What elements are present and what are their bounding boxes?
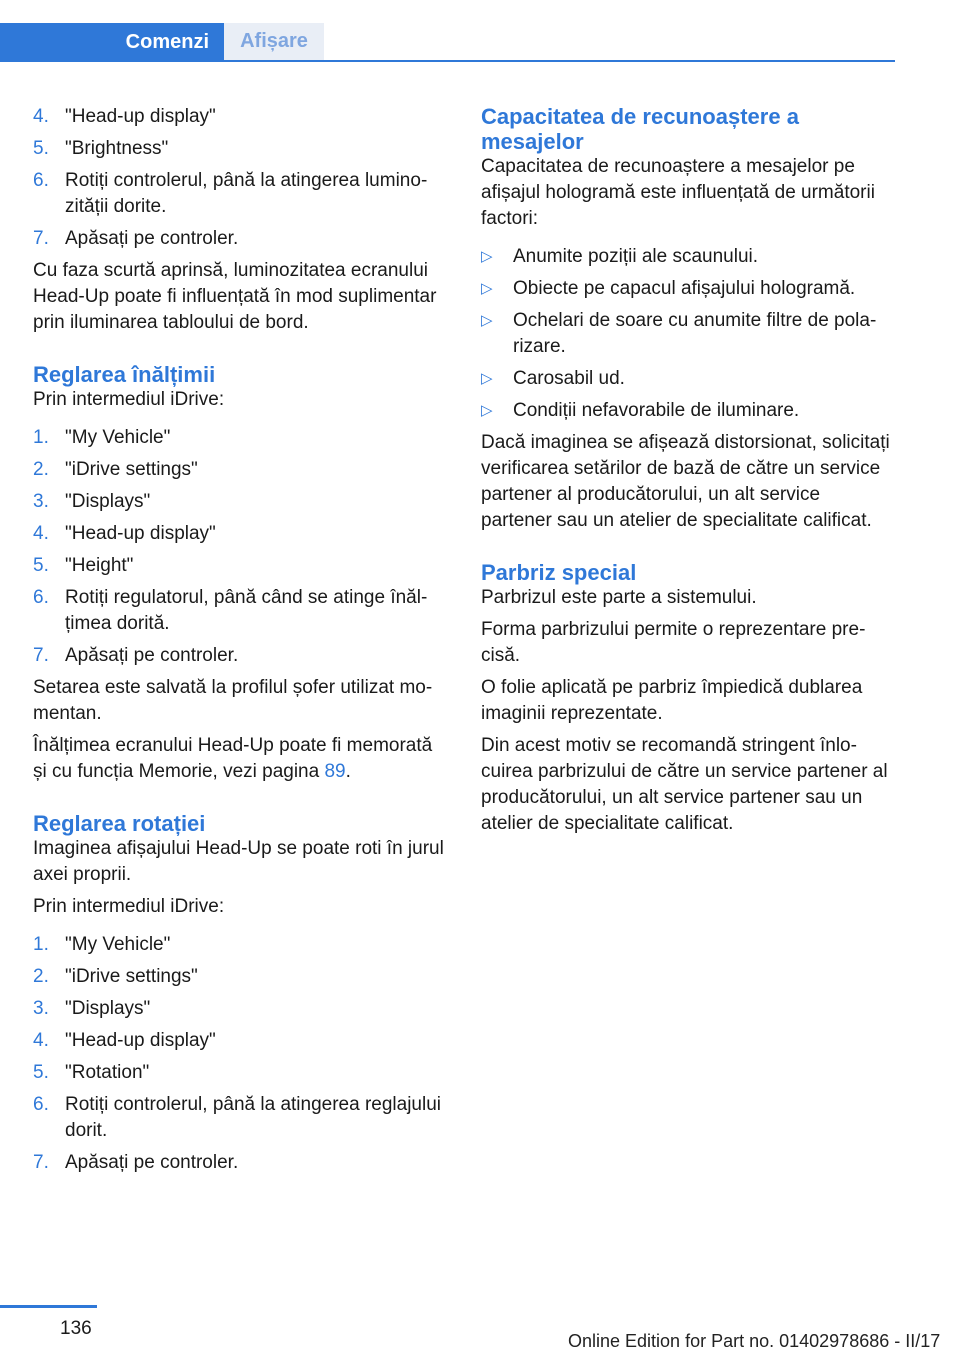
heading-windshield: Parbriz special [481,560,637,585]
list-item [33,104,447,130]
list-item [481,244,895,270]
page-link-89[interactable]: 89 [324,761,346,782]
list-item-text: Apăsați pe controler. [65,1152,239,1173]
tab-comenzi[interactable]: Comenzi [0,23,224,62]
list-item-text: "Head-up display" [65,106,216,127]
list-item-text: Ochelari de soare cu anumite filtre de polarizare. [513,310,877,357]
list-item-text: Rotiți regulatorul, până când se atinge înălțimea dorită. [65,587,428,634]
list-item [481,366,895,392]
page-number: 136 [60,1318,92,1339]
list-item-number: 4. [33,1030,49,1051]
list-item-text: "Height" [65,555,134,576]
list-item [33,996,447,1022]
list-item [481,276,895,302]
list-item-number: 6. [33,1094,49,1115]
list-item-text: Apăsați pe controler. [65,228,239,249]
rotation-desc: Imaginea afișajului Head-Up se poate roti în jurul axei proprii. [33,838,444,885]
list-item-number: 6. [33,587,49,608]
height-memory-note [33,733,447,785]
list-item [481,308,895,360]
list-item-text: "Rotation" [65,1062,150,1083]
list-item [33,1092,447,1144]
list-item-text: Condiții nefavorabile de iluminare. [513,400,800,421]
list-item [33,425,447,451]
list-item-number: 1. [33,427,49,448]
list-item-text: Apăsați pe controler. [65,645,239,666]
tab-afisare[interactable]: Afișare [224,23,324,60]
list-item-text: Carosabil ud. [513,368,625,389]
list-item [33,521,447,547]
windshield-p3: O folie aplicată pe parbriz împiedică dublarea imaginii reprezentate. [481,677,863,724]
header-divider [0,60,895,62]
list-item-text: "iDrive settings" [65,459,198,480]
list-item [33,226,447,252]
list-item [33,964,447,990]
footer-divider [0,1305,97,1308]
windshield-p4: Din acest motiv se recomandă stringent înlocuirea parbrizului de către un service partener al producătorului, un alt service partener sau un atelier de specialitate calificat. [481,735,888,834]
left-column [33,104,447,1182]
heading-recognition: Capacitatea de recunoaștere a mesajelor [481,104,799,154]
list-item-number: 7. [33,228,49,249]
list-item-number: 3. [33,998,49,1019]
list-item-text: Rotiți controlerul, până la atingerea luminozității dorite. [65,170,428,217]
list-item [33,457,447,483]
list-item-text: "Displays" [65,998,151,1019]
list-item-text: "My Vehicle" [65,934,171,955]
triangle-bullet-icon: ▷ [481,370,493,387]
list-item-text: "iDrive settings" [65,966,198,987]
list-item [33,136,447,162]
height-memory-end: . [345,761,351,782]
height-steps-list [33,425,447,669]
list-item-text: "Displays" [65,491,151,512]
list-item [481,398,895,424]
list-item [33,1028,447,1054]
triangle-bullet-icon: ▷ [481,248,493,265]
list-item [33,1060,447,1086]
list-item-number: 2. [33,966,49,987]
list-item-number: 4. [33,106,49,127]
list-item-number: 2. [33,459,49,480]
list-item-text: "My Vehicle" [65,427,171,448]
brightness-steps-list [33,104,447,252]
list-item-text: "Head-up display" [65,1030,216,1051]
list-item [33,585,447,637]
right-column [481,104,895,843]
list-item-text: Obiecte pe capacul afișajului hologramă. [513,278,856,299]
distortion-note: Dacă imaginea se afișează distorsionat, solicitați verificarea setărilor de bază de către un service partener al producătorului, un alt service partener sau un atelier de specialitate calificat. [481,432,890,531]
list-item-number: 7. [33,1152,49,1173]
list-item-number: 5. [33,555,49,576]
windshield-p2: Forma parbrizului permite o reprezentare precisă. [481,619,866,666]
list-item-number: 6. [33,170,49,191]
list-item-text: Anumite poziții ale scaunului. [513,246,759,267]
heading-height: Reglarea înălțimii [33,362,216,387]
list-item [33,489,447,515]
list-item-text: "Brightness" [65,138,169,159]
list-item-number: 7. [33,645,49,666]
triangle-bullet-icon: ▷ [481,280,493,297]
triangle-bullet-icon: ▷ [481,402,493,419]
rotation-steps-list [33,932,447,1176]
list-item [33,1150,447,1176]
list-item-number: 5. [33,138,49,159]
height-memory-text: Înălțimea ecranului Head-Up poate fi memorată și cu funcția Memorie, vezi pagina [33,735,433,782]
list-item-number: 5. [33,1062,49,1083]
list-item-number: 3. [33,491,49,512]
list-item [33,553,447,579]
list-item-text: Rotiți controlerul, până la atingerea reglajului dorit. [65,1094,442,1141]
brightness-note: Cu faza scurtă aprinsă, luminozitatea ecranului Head-Up poate fi influențată în mod suplimentar prin iluminarea tabloului de bord. [33,260,437,333]
recognition-intro: Capacitatea de recunoaștere a mesajelor pe afișajul hologramă este influențată de următorii factori: [481,156,875,229]
height-intro: Prin intermediul iDrive: [33,389,225,410]
list-item [33,643,447,669]
recognition-factors-list [481,244,895,424]
list-item-number: 4. [33,523,49,544]
triangle-bullet-icon: ▷ [481,312,493,329]
list-item-number: 1. [33,934,49,955]
list-item [33,932,447,958]
height-saved-note: Setarea este salvată la profilul șofer utilizat momentan. [33,677,433,724]
list-item-text: "Head-up display" [65,523,216,544]
header-tabbar [0,23,895,62]
list-item [33,168,447,220]
edition-info: Online Edition for Part no. 01402978686 - II/17 [568,1331,941,1351]
heading-rotation: Reglarea rotației [33,811,206,836]
rotation-intro: Prin intermediul iDrive: [33,896,225,917]
windshield-p1: Parbrizul este parte a sistemului. [481,587,757,608]
